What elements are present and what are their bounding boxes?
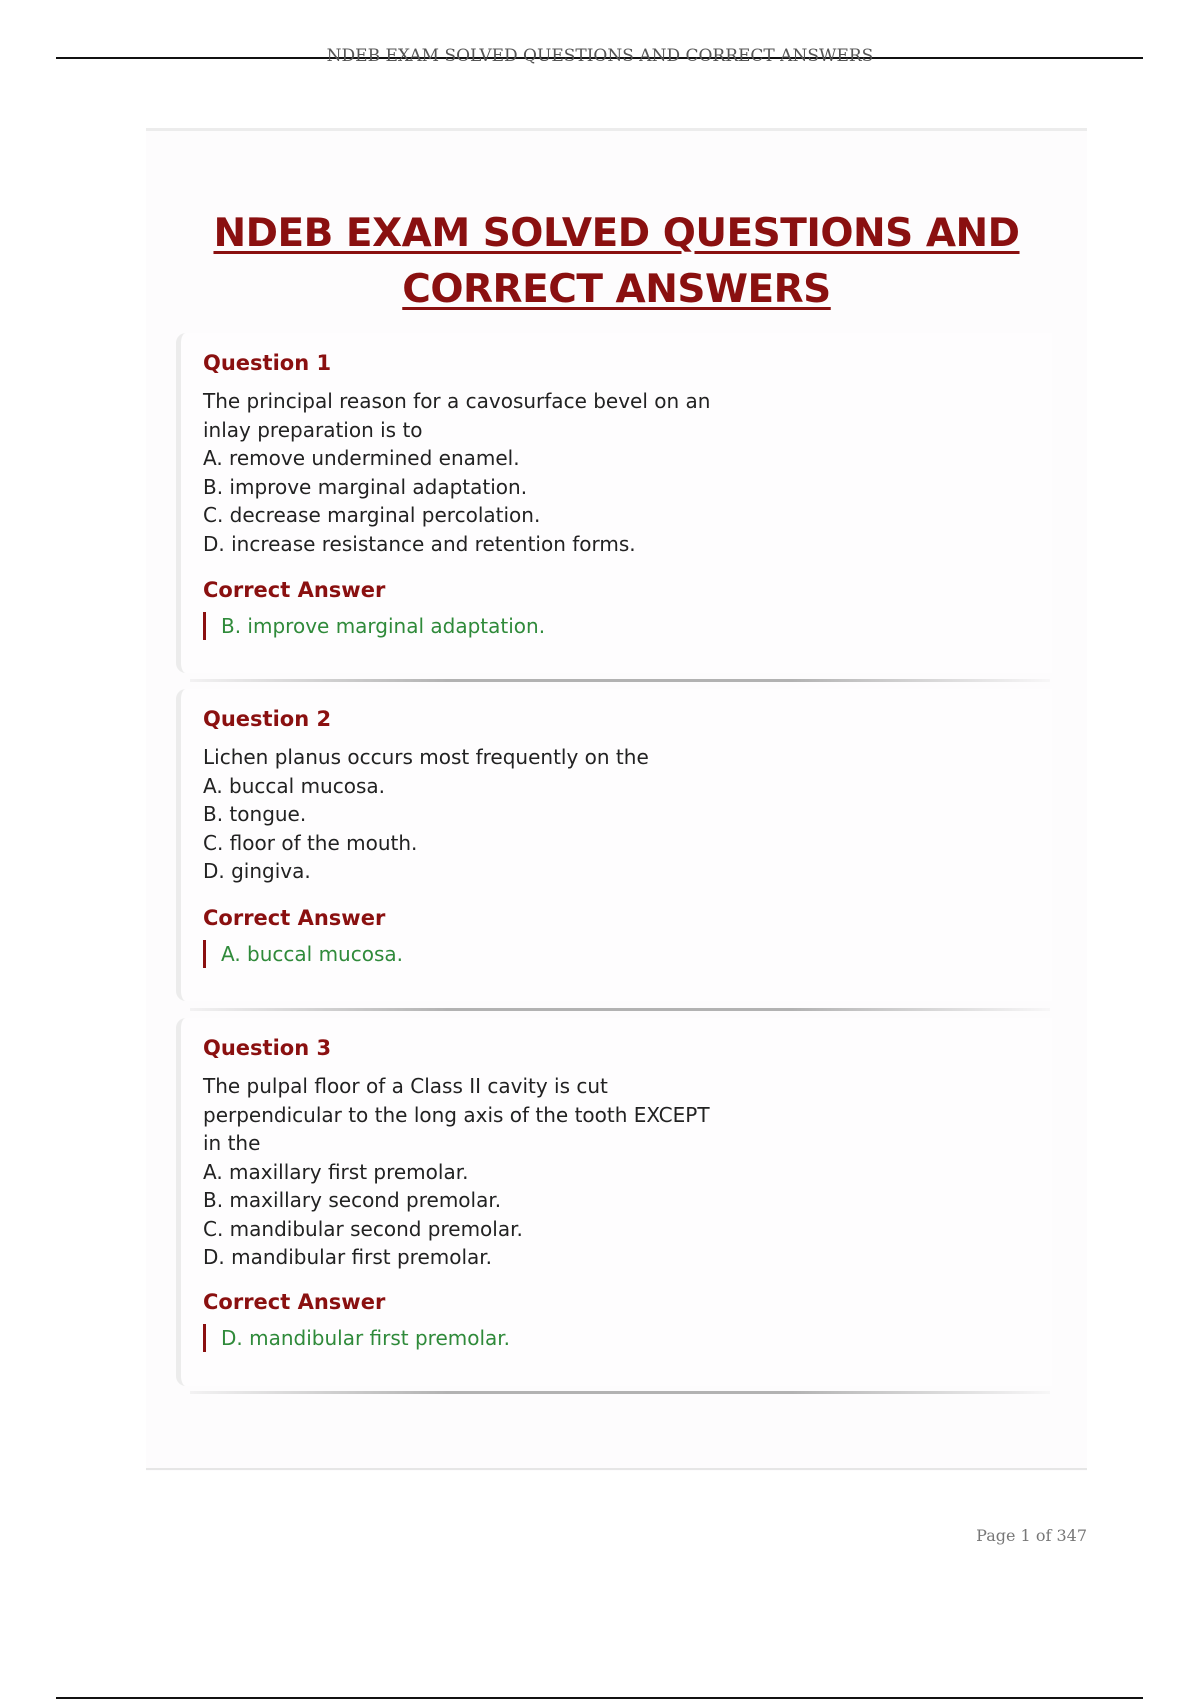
question-label: Question 3	[203, 1036, 332, 1060]
question-option: B. improve marginal adaptation.	[203, 474, 528, 499]
question-option: C. mandibular second premolar.	[203, 1216, 523, 1241]
question-option: A. buccal mucosa.	[203, 773, 386, 798]
question-option: A. maxillary first premolar.	[203, 1159, 469, 1184]
question-card-3	[176, 1018, 1052, 1386]
running-header: NDEB EXAM SOLVED QUESTIONS AND CORRECT ANSWERS	[326, 46, 874, 66]
correct-answer-label: Correct Answer	[203, 578, 386, 602]
question-card-divider	[190, 679, 1050, 682]
correct-answer-value: A. buccal mucosa.	[203, 940, 403, 968]
question-text	[203, 387, 763, 558]
question-card-1	[176, 333, 1052, 673]
question-line: Lichen planus occurs most frequently on the	[203, 745, 649, 769]
question-option: D. increase resistance and retention forms.	[203, 531, 636, 556]
correct-answer-label: Correct Answer	[203, 906, 386, 930]
question-label: Question 1	[203, 351, 332, 375]
question-card-divider	[190, 1391, 1050, 1394]
document-title-line-1: NDEB EXAM SOLVED QUESTIONS AND	[213, 211, 1020, 256]
question-option: A. remove undermined enamel.	[203, 446, 520, 470]
question-line: perpendicular to the long axis of the tooth EXCEPT	[203, 1102, 710, 1127]
document-title	[146, 206, 1087, 318]
question-option: D. mandibular first premolar.	[203, 1245, 493, 1269]
question-line: The pulpal floor of a Class II cavity is cut	[203, 1074, 608, 1098]
question-text	[203, 743, 763, 886]
question-card-divider	[190, 1008, 1050, 1011]
correct-answer-value: B. improve marginal adaptation.	[203, 612, 545, 640]
correct-answer-value: D. mandibular first premolar.	[203, 1324, 510, 1352]
question-line: The principal reason for a cavosurface bevel on an	[203, 389, 711, 413]
question-label: Question 2	[203, 707, 332, 731]
question-text	[203, 1072, 763, 1272]
question-option: D. gingiva.	[203, 859, 311, 883]
footer-rule	[56, 1697, 1143, 1699]
question-card-2	[176, 689, 1052, 1001]
document-title-line-2: CORRECT ANSWERS	[402, 267, 831, 312]
question-line: inlay preparation is to	[203, 417, 423, 442]
question-line: in the	[203, 1131, 261, 1155]
page-number: Page 1 of 347	[976, 1526, 1087, 1545]
correct-answer-label: Correct Answer	[203, 1290, 386, 1314]
question-option: C. decrease marginal percolation.	[203, 503, 541, 527]
page-card-bottom-rule	[146, 1468, 1087, 1470]
question-option: C. floor of the mouth.	[203, 830, 418, 855]
question-option: B. tongue.	[203, 802, 307, 826]
question-option: B. maxillary second premolar.	[203, 1188, 502, 1212]
